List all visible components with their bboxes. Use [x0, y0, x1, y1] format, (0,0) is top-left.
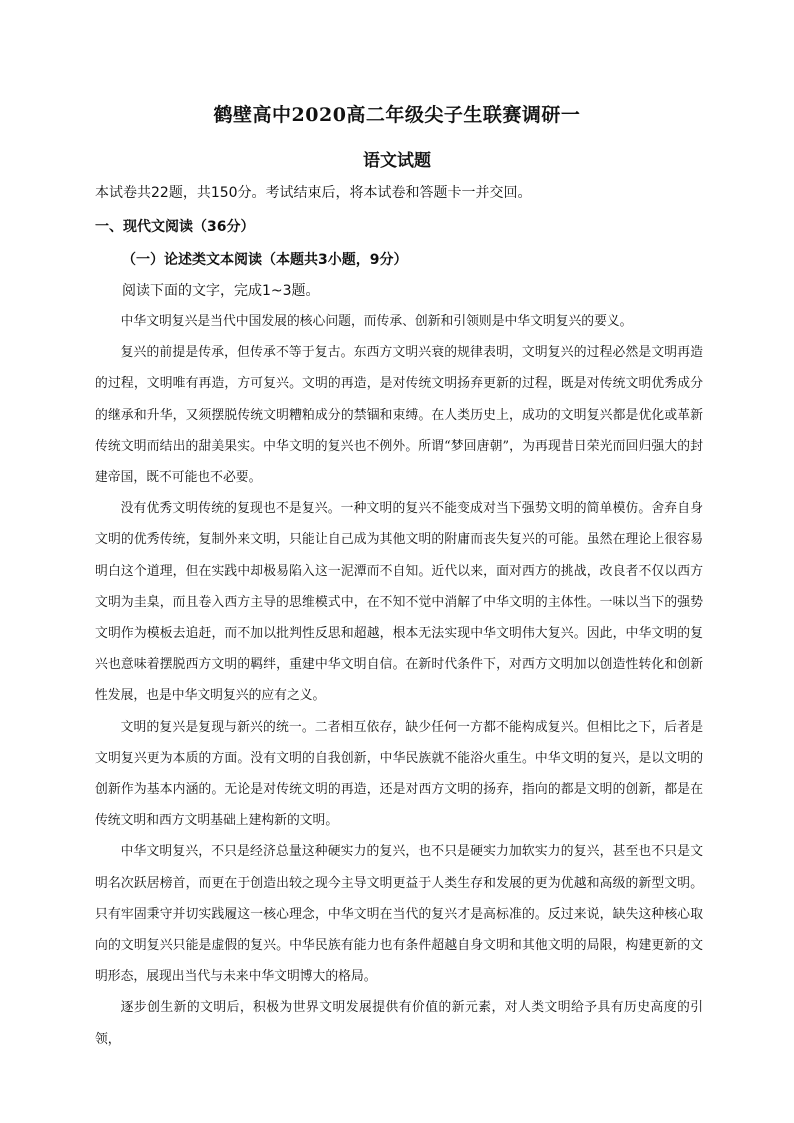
exam-subtitle: 语文试题 — [363, 151, 431, 171]
passage-paragraph: 复兴的前提是传承，但传承不等于复古。东西方文明兴衰的规律表明，文明复兴的过程必然是文明再造的过程，文明唯有再造，方可复兴。文明的再造，是对传统文明扬弃更新的过程，既是对传统文明优秀成分的继承和升华，又须摆脱传统文明糟粕成分的禁锢和束缚。在人类历史上，成功的文明复兴都是优化或革新传统文明而结出的甜美果实。中华文明的复兴也不例外。所谓“梦回唐朝”，为再现昔日荣光而回归强大的封建帝国，既不可能也不必要。 — [95, 345, 703, 486]
subsection-heading: （一）论述类文本阅读（本题共3小题，9分） — [122, 252, 408, 268]
exam-intro: 本试卷共22题，共150分。考试结束后，将本试卷和答题卡一并交回。 — [95, 185, 532, 201]
exam-title: 鹤壁高中2020高二年级尖子生联赛调研一 — [213, 104, 581, 126]
reading-passage — [95, 306, 703, 1055]
passage-paragraph: 中华文明复兴，不只是经济总量这种硬实力的复兴，也不只是硬实力加软实力的复兴，甚至也不只是文明名次跃居榜首，而更在于创造出较之现今主导文明更益于人类生存和发展的更为优越和高级的新型文明。只有牢固秉守并切实践履这一核心理念，中华文明在当代的复兴才是高标准的。反过来说，缺失这种核心取向的文明复兴只能是虚假的复兴。中华民族有能力也有条件超越自身文明和其他文明的局限，构建更新的文明形态，展现出当代与未来中华文明博大的格局。 — [95, 844, 703, 985]
reading-instruction: 阅读下面的文字，完成1~3题。 — [122, 283, 320, 299]
passage-paragraph: 逐步创生新的文明后，积极为世界文明发展提供有价值的新元素，对人类文明给予具有历史高度的引领， — [95, 1000, 703, 1047]
passage-paragraph: 没有优秀文明传统的复现也不是复兴。一种文明的复兴不能变成对当下强势文明的简单模仿。舍弃自身文明的优秀传统，复制外来文明，只能让自己成为其他文明的附庸而丧失复兴的可能。虽然在理论上很容易明白这个道理，但在实践中却极易陷入这一泥潭而不自知。近代以来，面对西方的挑战，改良者不仅以西方文明为圭臬，而且卷入西方主导的思维模式中，在不知不觉中消解了中华文明的主体性。一味以当下的强势文明作为模板去追赶，而不加以批判性反思和超越，根本无法实现中华文明伟大复兴。因此，中华文明的复兴也意味着摆脱西方文明的羁绊，重建中华文明自信。在新时代条件下，对西方文明加以创造性转化和创新性发展，也是中华文明复兴的应有之义。 — [95, 501, 703, 704]
section-heading: 一、现代文阅读（36分） — [95, 219, 255, 235]
passage-paragraph: 文明的复兴是复现与新兴的统一。二者相互依存，缺少任何一方都不能构成复兴。但相比之下，后者是文明复兴更为本质的方面。没有文明的自我创新，中华民族就不能浴火重生。中华文明的复兴，是以文明的创新作为基本内涵的。无论是对传统文明的再造，还是对西方文明的扬弃，指向的都是文明的创新，都是在传统文明和西方文明基础上建构新的文明。 — [95, 719, 703, 829]
passage-paragraph: 中华文明复兴是当代中国发展的核心问题，而传承、创新和引领则是中华文明复兴的要义。 — [120, 314, 633, 329]
